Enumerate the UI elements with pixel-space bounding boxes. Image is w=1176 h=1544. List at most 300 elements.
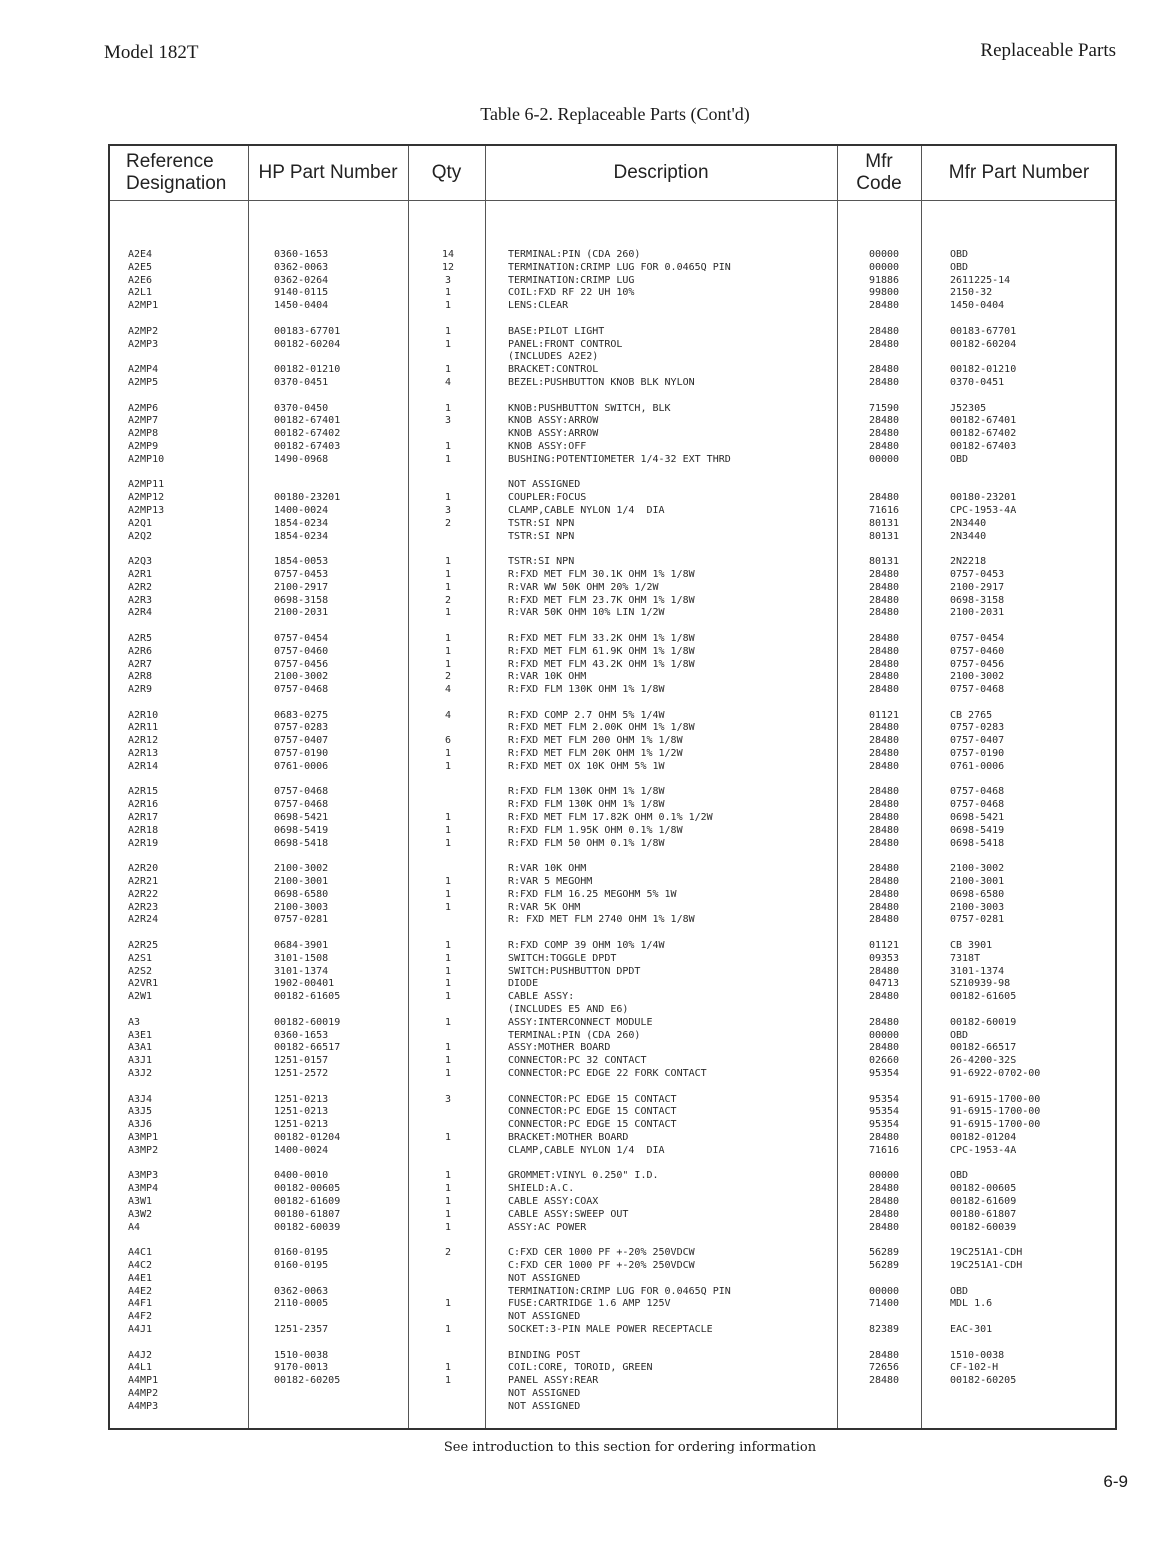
ref-designation: A3W1: [128, 1195, 153, 1207]
qty: 2: [444, 671, 452, 683]
mfr-code: 28480: [868, 1195, 900, 1207]
ref-designation: A2R17: [128, 812, 159, 824]
qty: 1: [444, 1221, 452, 1233]
hp-part-number: 1251-0157: [274, 1055, 329, 1067]
qty: 1: [444, 876, 452, 888]
table-row: [110, 1273, 1115, 1286]
hp-part-number: 0160-0195: [274, 1259, 329, 1271]
mfr-code: 28480: [868, 658, 900, 670]
ref-designation: A2R20: [128, 863, 159, 875]
description: COUPLER:FOCUS: [508, 492, 587, 504]
qty: 1: [444, 440, 452, 452]
mfr-code: 28480: [868, 1042, 900, 1054]
mfr-code: 28480: [868, 364, 900, 376]
ref-designation: A2R25: [128, 940, 159, 952]
qty: 1: [444, 1055, 452, 1067]
qty: 2: [444, 594, 452, 606]
row-group: [110, 1094, 1115, 1158]
mfr-code: 28480: [868, 325, 900, 337]
mfr-part-number: 00182-60019: [950, 1016, 1017, 1028]
ref-designation: A2R19: [128, 837, 159, 849]
description: ASSY:AC POWER: [508, 1221, 587, 1233]
hp-part-number: 1490-0968: [274, 453, 329, 465]
description: NOT ASSIGNED: [508, 1311, 581, 1323]
mfr-code: 28480: [868, 901, 900, 913]
qty: 4: [444, 709, 452, 721]
table-row: [110, 531, 1115, 544]
description: FUSE:CARTRIDGE 1.6 AMP 125V: [508, 1298, 671, 1310]
hp-part-number: 0684-3901: [274, 940, 329, 952]
description: KNOB ASSY:OFF: [508, 440, 587, 452]
table-row: [110, 953, 1115, 966]
mfr-code: 80131: [868, 530, 900, 542]
hp-part-number: 0160-0195: [274, 1247, 329, 1259]
description: R:VAR 5K OHM: [508, 901, 581, 913]
description: R:FXD MET FLM 30.1K OHM 1% 1/8W: [508, 568, 695, 580]
hp-part-number: 0757-0468: [274, 684, 329, 696]
row-group: [110, 479, 1115, 543]
ref-designation: A2R11: [128, 722, 159, 734]
mfr-code: 28480: [868, 415, 900, 427]
mfr-code: 28480: [868, 338, 900, 350]
table-body: [110, 249, 1115, 1426]
description: NOT ASSIGNED: [508, 1272, 581, 1284]
description: PANEL:FRONT CONTROL: [508, 338, 623, 350]
ref-designation: A3: [128, 1016, 141, 1028]
description: R:FXD MET FLM 200 OHM 1% 1/8W: [508, 735, 683, 747]
qty: 1: [444, 952, 452, 964]
row-group: [110, 863, 1115, 927]
description: SWITCH:TOGGLE DPDT: [508, 952, 617, 964]
hp-part-number: 0757-0454: [274, 632, 329, 644]
mfr-part-number: J52305: [950, 402, 987, 414]
mfr-code: 71590: [868, 402, 900, 414]
table-row: [110, 326, 1115, 339]
hp-part-number: 0683-0275: [274, 709, 329, 721]
ref-designation: A2Q2: [128, 530, 153, 542]
mfr-part-number: 00180-61807: [950, 1208, 1017, 1220]
hp-part-number: 00182-60019: [274, 1016, 341, 1028]
description: CLAMP,CABLE NYLON 1/4 DIA: [508, 504, 665, 516]
table-row: [110, 1119, 1115, 1132]
hp-part-number: 0698-3158: [274, 594, 329, 606]
mfr-part-number: 00182-60205: [950, 1375, 1017, 1387]
mfr-part-number: 0698-6580: [950, 888, 1005, 900]
description: TERMINAL:PIN (CDA 260): [508, 249, 641, 260]
col-header-ref: Reference Designation: [126, 151, 227, 194]
table-row: [110, 1145, 1115, 1158]
hp-part-number: 0698-5421: [274, 812, 329, 824]
qty: 1: [444, 1016, 452, 1028]
qty: 1: [444, 1183, 452, 1195]
table-row: [110, 595, 1115, 608]
table-row: [110, 1017, 1115, 1030]
description: R:VAR WW 50K OHM 20% 1/2W: [508, 581, 659, 593]
ref-designation: A4J2: [128, 1349, 153, 1361]
hp-part-number: 1400-0024: [274, 504, 329, 516]
mfr-part-number: CB 2765: [950, 709, 993, 721]
table-row: [110, 1362, 1115, 1375]
row-group: [110, 1350, 1115, 1414]
mfr-part-number: 0698-5419: [950, 824, 1005, 836]
table-row: [110, 1094, 1115, 1107]
section-header: Replaceable Parts: [980, 40, 1116, 61]
hp-part-number: 0698-6580: [274, 888, 329, 900]
qty: 1: [444, 325, 452, 337]
mfr-part-number: 0757-0456: [950, 658, 1005, 670]
description: TERMINATION:CRIMP LUG FOR 0.0465Q PIN: [508, 1285, 731, 1297]
table-row: [110, 825, 1115, 838]
hp-part-number: 2110-0005: [274, 1298, 329, 1310]
qty: 1: [444, 940, 452, 952]
ref-designation: A2MP6: [128, 402, 159, 414]
table-row: [110, 799, 1115, 812]
ref-designation: A4C1: [128, 1247, 153, 1259]
description: R:FXD MET FLM 61.9K OHM 1% 1/8W: [508, 645, 695, 657]
ref-designation: A2MP4: [128, 364, 159, 376]
table-row: [110, 518, 1115, 531]
ref-designation: A3W2: [128, 1208, 153, 1220]
table-row: [110, 914, 1115, 927]
mfr-code: 04713: [868, 978, 900, 990]
ref-designation: A2MP11: [128, 479, 165, 491]
mfr-code: 28480: [868, 684, 900, 696]
mfr-part-number: 00182-67401: [950, 415, 1017, 427]
qty: 1: [444, 492, 452, 504]
qty: 3: [444, 504, 452, 516]
hp-part-number: 1251-0213: [274, 1093, 329, 1105]
table-row: [110, 1030, 1115, 1043]
mfr-code: 28480: [868, 837, 900, 849]
description: R:FXD FLM 16.25 MEGOHM 5% 1W: [508, 888, 677, 900]
page-number: 6-9: [1103, 1472, 1128, 1491]
mfr-code: 28480: [868, 428, 900, 440]
description: TSTR:SI NPN: [508, 517, 575, 529]
description: C:FXD CER 1000 PF +-20% 250VDCW: [508, 1247, 695, 1259]
ref-designation: A2R6: [128, 645, 153, 657]
ref-designation: A2R3: [128, 594, 153, 606]
table-row: [110, 1286, 1115, 1299]
mfr-part-number: 00182-01204: [950, 1131, 1017, 1143]
mfr-part-number: CF-102-H: [950, 1362, 999, 1374]
ref-designation: A4L1: [128, 1362, 153, 1374]
ref-designation: A2R9: [128, 684, 153, 696]
description: R:FXD FLM 130K OHM 1% 1/8W: [508, 799, 665, 811]
description: BASE:PILOT LIGHT: [508, 325, 605, 337]
hp-part-number: 00183-67701: [274, 325, 341, 337]
table-row: [110, 249, 1115, 262]
mfr-code: 28480: [868, 748, 900, 760]
description: BRACKET:CONTROL: [508, 364, 599, 376]
hp-part-number: 2100-3003: [274, 901, 329, 913]
description: BEZEL:PUSHBUTTON KNOB BLK NYLON: [508, 376, 695, 388]
hp-part-number: 0757-0468: [274, 786, 329, 798]
mfr-part-number: 2100-2031: [950, 607, 1005, 619]
ref-designation: A2MP7: [128, 415, 159, 427]
mfr-code: 28480: [868, 1375, 900, 1387]
description: COIL:FXD RF 22 UH 10%: [508, 287, 635, 299]
ref-designation: A4E2: [128, 1285, 153, 1297]
ref-designation: A2R21: [128, 876, 159, 888]
ref-designation: A2R14: [128, 760, 159, 772]
mfr-part-number: 0757-0468: [950, 799, 1005, 811]
mfr-part-number: 0757-0407: [950, 735, 1005, 747]
description: R:FXD MET FLM 20K OHM 1% 1/2W: [508, 748, 683, 760]
hp-part-number: 00182-60205: [274, 1375, 341, 1387]
mfr-part-number: 3101-1374: [950, 965, 1005, 977]
description: R:VAR 10K OHM: [508, 671, 587, 683]
table-row: [110, 902, 1115, 915]
qty: 1: [444, 1375, 452, 1387]
table-row: [110, 275, 1115, 288]
mfr-part-number: OBD: [950, 261, 969, 273]
ordering-footnote: See introduction to this section for ordering information: [443, 1440, 817, 1455]
mfr-code: 28480: [868, 1349, 900, 1361]
mfr-part-number: 00182-61605: [950, 991, 1017, 1003]
description: CABLE ASSY:: [508, 991, 575, 1003]
mfr-code: 28480: [868, 594, 900, 606]
mfr-code: 01121: [868, 940, 900, 952]
hp-part-number: 0370-0450: [274, 402, 329, 414]
mfr-part-number: 0761-0006: [950, 760, 1005, 772]
qty: 1: [444, 658, 452, 670]
ref-designation: A4MP2: [128, 1387, 159, 1399]
mfr-part-number: 2100-3001: [950, 876, 1005, 888]
qty: 1: [444, 1170, 452, 1182]
mfr-part-number: 91-6915-1700-00: [950, 1119, 1041, 1131]
qty: 1: [444, 1298, 452, 1310]
ref-designation: A4E1: [128, 1272, 153, 1284]
ref-designation: A2R13: [128, 748, 159, 760]
mfr-code: 28480: [868, 632, 900, 644]
ref-designation: A2MP2: [128, 325, 159, 337]
row-group: [110, 1170, 1115, 1234]
qty: 1: [444, 760, 452, 772]
mfr-code: 28480: [868, 376, 900, 388]
qty: 1: [444, 1042, 452, 1054]
ref-designation: A2R8: [128, 671, 153, 683]
mfr-part-number: 0698-3158: [950, 594, 1005, 606]
row-group: [110, 633, 1115, 697]
ref-designation: A3MP3: [128, 1170, 159, 1182]
mfr-code: 28480: [868, 863, 900, 875]
description: CABLE ASSY:COAX: [508, 1195, 599, 1207]
hp-part-number: 0360-1653: [274, 1029, 329, 1041]
mfr-code: 72656: [868, 1362, 900, 1374]
description: SHIELD:A.C.: [508, 1183, 575, 1195]
hp-part-number: 00182-60039: [274, 1221, 341, 1233]
mfr-part-number: 2100-2917: [950, 581, 1005, 593]
mfr-part-number: 00182-61609: [950, 1195, 1017, 1207]
table-row: [110, 786, 1115, 799]
qty: 1: [444, 888, 452, 900]
description: GROMMET:VINYL 0.250" I.D.: [508, 1170, 659, 1182]
ref-designation: A2R16: [128, 799, 159, 811]
description: R:FXD FLM 50 OHM 0.1% 1/8W: [508, 837, 665, 849]
description: C:FXD CER 1000 PF +-20% 250VDCW: [508, 1259, 695, 1271]
table-row: [110, 710, 1115, 723]
col-header-description: Description: [613, 162, 709, 183]
description: R: FXD MET FLM 2740 OHM 1% 1/8W: [508, 914, 695, 926]
description: R:FXD MET FLM 17.82K OHM 0.1% 1/2W: [508, 812, 713, 824]
ref-designation: A4MP3: [128, 1400, 159, 1412]
description: R:FXD MET FLM 2.00K OHM 1% 1/8W: [508, 722, 695, 734]
hp-part-number: 00182-66517: [274, 1042, 341, 1054]
ref-designation: A2Q1: [128, 517, 153, 529]
table-row: [110, 838, 1115, 851]
ref-designation: A2R2: [128, 581, 153, 593]
description: TERMINAL:PIN (CDA 260): [508, 1029, 641, 1041]
qty: 1: [444, 1131, 452, 1143]
qty: 2: [444, 1247, 452, 1259]
table-row: [110, 607, 1115, 620]
mfr-code: 28480: [868, 1183, 900, 1195]
description: R:VAR 5 MEGOHM: [508, 876, 593, 888]
mfr-code: 28480: [868, 492, 900, 504]
mfr-code: 28480: [868, 1131, 900, 1143]
ref-designation: A2E4: [128, 249, 153, 260]
table-row: [110, 300, 1115, 313]
mfr-part-number: 2N3440: [950, 530, 987, 542]
table-row: [110, 556, 1115, 569]
hp-part-number: 1251-0213: [274, 1119, 329, 1131]
description: CONNECTOR:PC EDGE 15 CONTACT: [508, 1106, 677, 1118]
table-row: [110, 364, 1115, 377]
description: DIODE: [508, 978, 539, 990]
ref-designation: A3J5: [128, 1106, 153, 1118]
table-row: [110, 582, 1115, 595]
qty: 3: [444, 1093, 452, 1105]
mfr-code: 28480: [868, 799, 900, 811]
mfr-part-number: MDL 1.6: [950, 1298, 993, 1310]
table-row: [110, 505, 1115, 518]
row-group: [110, 249, 1115, 313]
mfr-code: 00000: [868, 249, 900, 260]
table-row: [110, 441, 1115, 454]
row-group: [110, 403, 1115, 467]
col-header-mfr-part: Mfr Part Number: [948, 162, 1090, 183]
col-header-hp-part: HP Part Number: [258, 162, 398, 183]
description: KNOB ASSY:ARROW: [508, 428, 599, 440]
table-row: [110, 940, 1115, 953]
description: KNOB ASSY:ARROW: [508, 415, 599, 427]
hp-part-number: 00182-61609: [274, 1195, 341, 1207]
qty: 1: [444, 1208, 452, 1220]
description: COIL:CORE, TOROID, GREEN: [508, 1362, 653, 1374]
qty: 1: [444, 837, 452, 849]
qty: 1: [444, 402, 452, 414]
description: R:FXD COMP 39 OHM 10% 1/4W: [508, 940, 665, 952]
qty: 1: [444, 965, 452, 977]
hp-part-number: 0698-5419: [274, 824, 329, 836]
ref-designation: A2R15: [128, 786, 159, 798]
table-row: [110, 1401, 1115, 1414]
mfr-part-number: 00182-01210: [950, 364, 1017, 376]
mfr-part-number: SZ10939-98: [950, 978, 1011, 990]
description: ASSY:INTERCONNECT MODULE: [508, 1016, 653, 1028]
description: R:FXD MET FLM 33.2K OHM 1% 1/8W: [508, 632, 695, 644]
table-row: [110, 479, 1115, 492]
mfr-part-number: 00180-23201: [950, 492, 1017, 504]
mfr-code: 00000: [868, 1170, 900, 1182]
table-row: [110, 428, 1115, 441]
ref-designation: A4J1: [128, 1323, 153, 1335]
mfr-code: 28480: [868, 440, 900, 452]
qty: 1: [444, 568, 452, 580]
qty: 1: [444, 581, 452, 593]
hp-part-number: 00182-67403: [274, 440, 341, 452]
ref-designation: A2E5: [128, 261, 153, 273]
hp-part-number: 9170-0013: [274, 1362, 329, 1374]
description: LENS:CLEAR: [508, 300, 569, 312]
table-row: [110, 1106, 1115, 1119]
ref-designation: A2MP8: [128, 428, 159, 440]
description: R:FXD FLM 130K OHM 1% 1/8W: [508, 684, 665, 696]
qty: 4: [444, 684, 452, 696]
mfr-part-number: 0757-0468: [950, 786, 1005, 798]
mfr-part-number: OBD: [950, 453, 969, 465]
hp-part-number: 0757-0190: [274, 748, 329, 760]
description: TERMINATION:CRIMP LUG FOR 0.0465Q PIN: [508, 261, 731, 273]
description: R:VAR 50K OHM 10% LIN 1/2W: [508, 607, 665, 619]
ref-designation: A2R22: [128, 888, 159, 900]
description: (INCLUDES A2E2): [508, 351, 599, 363]
mfr-part-number: 2100-3002: [950, 863, 1005, 875]
mfr-code: 28480: [868, 786, 900, 798]
table-row: [110, 351, 1115, 364]
mfr-code: 82389: [868, 1323, 900, 1335]
ref-designation: A2VR1: [128, 978, 159, 990]
hp-part-number: 0362-0063: [274, 1285, 329, 1297]
description: CONNECTOR:PC EDGE 15 CONTACT: [508, 1093, 677, 1105]
ref-designation: A3MP1: [128, 1131, 159, 1143]
description: CONNECTOR:PC 32 CONTACT: [508, 1055, 647, 1067]
table-row: [110, 889, 1115, 902]
mfr-code: 56289: [868, 1247, 900, 1259]
description: R:FXD FLM 130K OHM 1% 1/8W: [508, 786, 665, 798]
hp-part-number: 0362-0264: [274, 274, 329, 286]
ref-designation: A2MP13: [128, 504, 165, 516]
description: SOCKET:3-PIN MALE POWER RECEPTACLE: [508, 1323, 713, 1335]
qty: 3: [444, 274, 452, 286]
table-row: [110, 735, 1115, 748]
mfr-part-number: 91-6915-1700-00: [950, 1093, 1041, 1105]
description: ASSY:MOTHER BOARD: [508, 1042, 611, 1054]
ref-designation: A4MP1: [128, 1375, 159, 1387]
hp-part-number: 0757-0456: [274, 658, 329, 670]
qty: 1: [444, 824, 452, 836]
hp-part-number: 9140-0115: [274, 287, 329, 299]
table-row: [110, 415, 1115, 428]
table-row: [110, 287, 1115, 300]
ref-designation: A2MP3: [128, 338, 159, 350]
mfr-part-number: 0757-0454: [950, 632, 1005, 644]
mfr-part-number: 0698-5418: [950, 837, 1005, 849]
mfr-code: 28480: [868, 812, 900, 824]
table-row: [110, 1247, 1115, 1260]
mfr-part-number: OBD: [950, 1029, 969, 1041]
mfr-code: 28480: [868, 645, 900, 657]
table-row: [110, 966, 1115, 979]
header-divider: [110, 200, 1115, 201]
mfr-code: 28480: [868, 671, 900, 683]
ref-designation: A3MP4: [128, 1183, 159, 1195]
description: CLAMP,CABLE NYLON 1/4 DIA: [508, 1144, 665, 1156]
ref-designation: A2R18: [128, 824, 159, 836]
hp-part-number: 0761-0006: [274, 760, 329, 772]
mfr-code: 28480: [868, 1221, 900, 1233]
qty: 1: [444, 453, 452, 465]
